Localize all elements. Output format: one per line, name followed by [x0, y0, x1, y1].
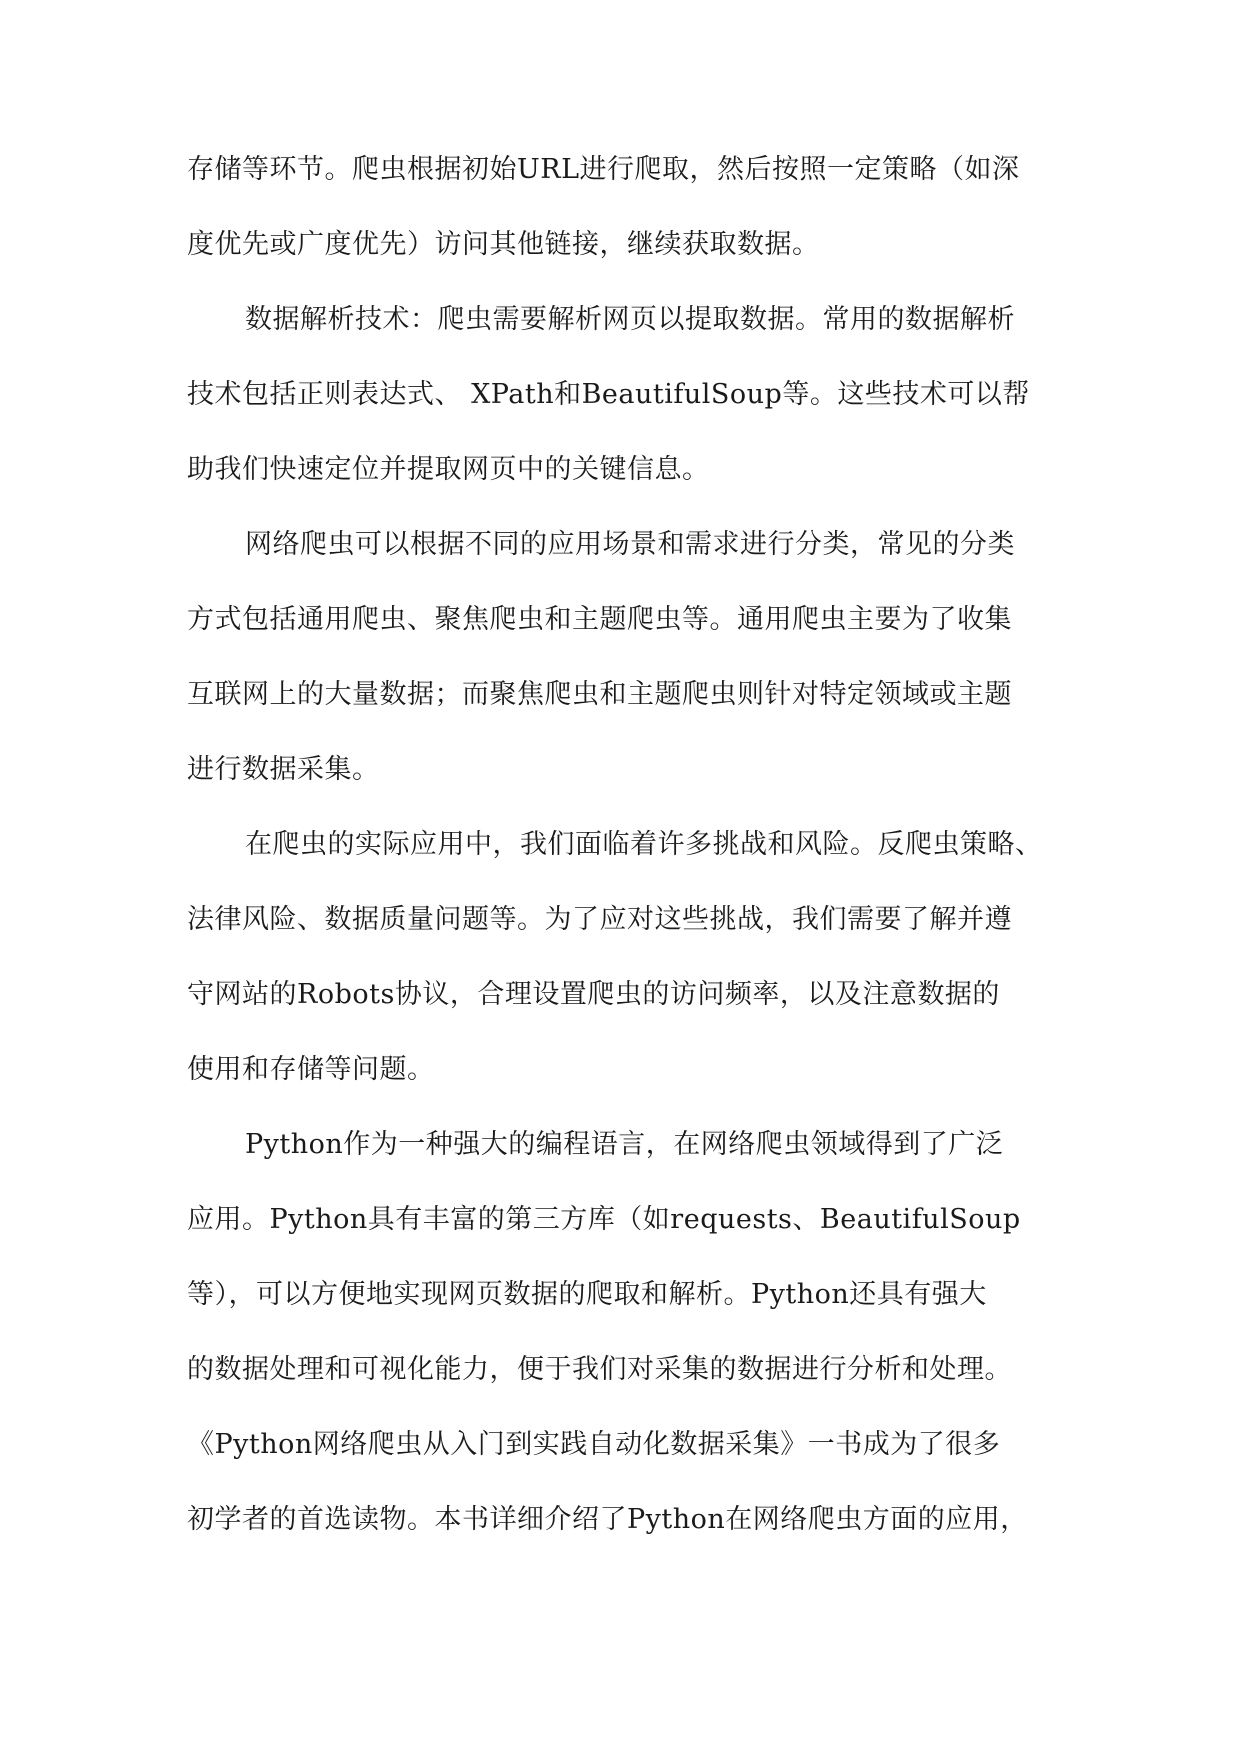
- text-line: 助我们快速定位并提取网页中的关键信息。: [187, 454, 710, 485]
- paragraph-first-line: 在爬虫的实际应用中，我们面临着许多挑战和风险。反爬虫策略、: [245, 829, 1043, 860]
- text-line: 使用和存储等问题。: [187, 1054, 435, 1085]
- text-line: 度优先或广度优先）访问其他链接，继续获取数据。: [187, 229, 820, 260]
- paragraph-first-line: 网络爬虫可以根据不同的应用场景和需求进行分类，常见的分类: [245, 529, 1015, 560]
- text-line: 存储等环节。爬虫根据初始URL进行爬取，然后按照一定策略（如深: [187, 154, 1020, 185]
- text-line: 守网站的Robots协议，合理设置爬虫的访问频率，以及注意数据的: [187, 979, 1000, 1010]
- text-line: 《Python网络爬虫从入门到实践自动化数据采集》一书成为了很多: [187, 1429, 1001, 1460]
- text-line: 进行数据采集。: [187, 754, 380, 785]
- text-line: 方式包括通用爬虫、聚焦爬虫和主题爬虫等。通用爬虫主要为了收集: [187, 604, 1012, 635]
- text-line: 应用。Python具有丰富的第三方库（如requests、BeautifulSoup: [187, 1204, 1021, 1235]
- text-line: 等），可以方便地实现网页数据的爬取和解析。Python还具有强大: [187, 1279, 987, 1310]
- text-line: 技术包括正则表达式、 XPath和BeautifulSoup等。这些技术可以帮: [187, 379, 1030, 410]
- paragraph-first-line: Python作为一种强大的编程语言，在网络爬虫领域得到了广泛: [245, 1129, 1004, 1160]
- text-line: 初学者的首选读物。本书详细介绍了Python在网络爬虫方面的应用，: [187, 1504, 1028, 1535]
- text-line: 的数据处理和可视化能力，便于我们对采集的数据进行分析和处理。: [187, 1354, 1012, 1385]
- text-line: 法律风险、数据质量问题等。为了应对这些挑战，我们需要了解并遵: [187, 904, 1012, 935]
- paragraph-first-line: 数据解析技术：爬虫需要解析网页以提取数据。常用的数据解析: [245, 304, 1015, 335]
- text-line: 互联网上的大量数据；而聚焦爬虫和主题爬虫则针对特定领域或主题: [187, 679, 1012, 710]
